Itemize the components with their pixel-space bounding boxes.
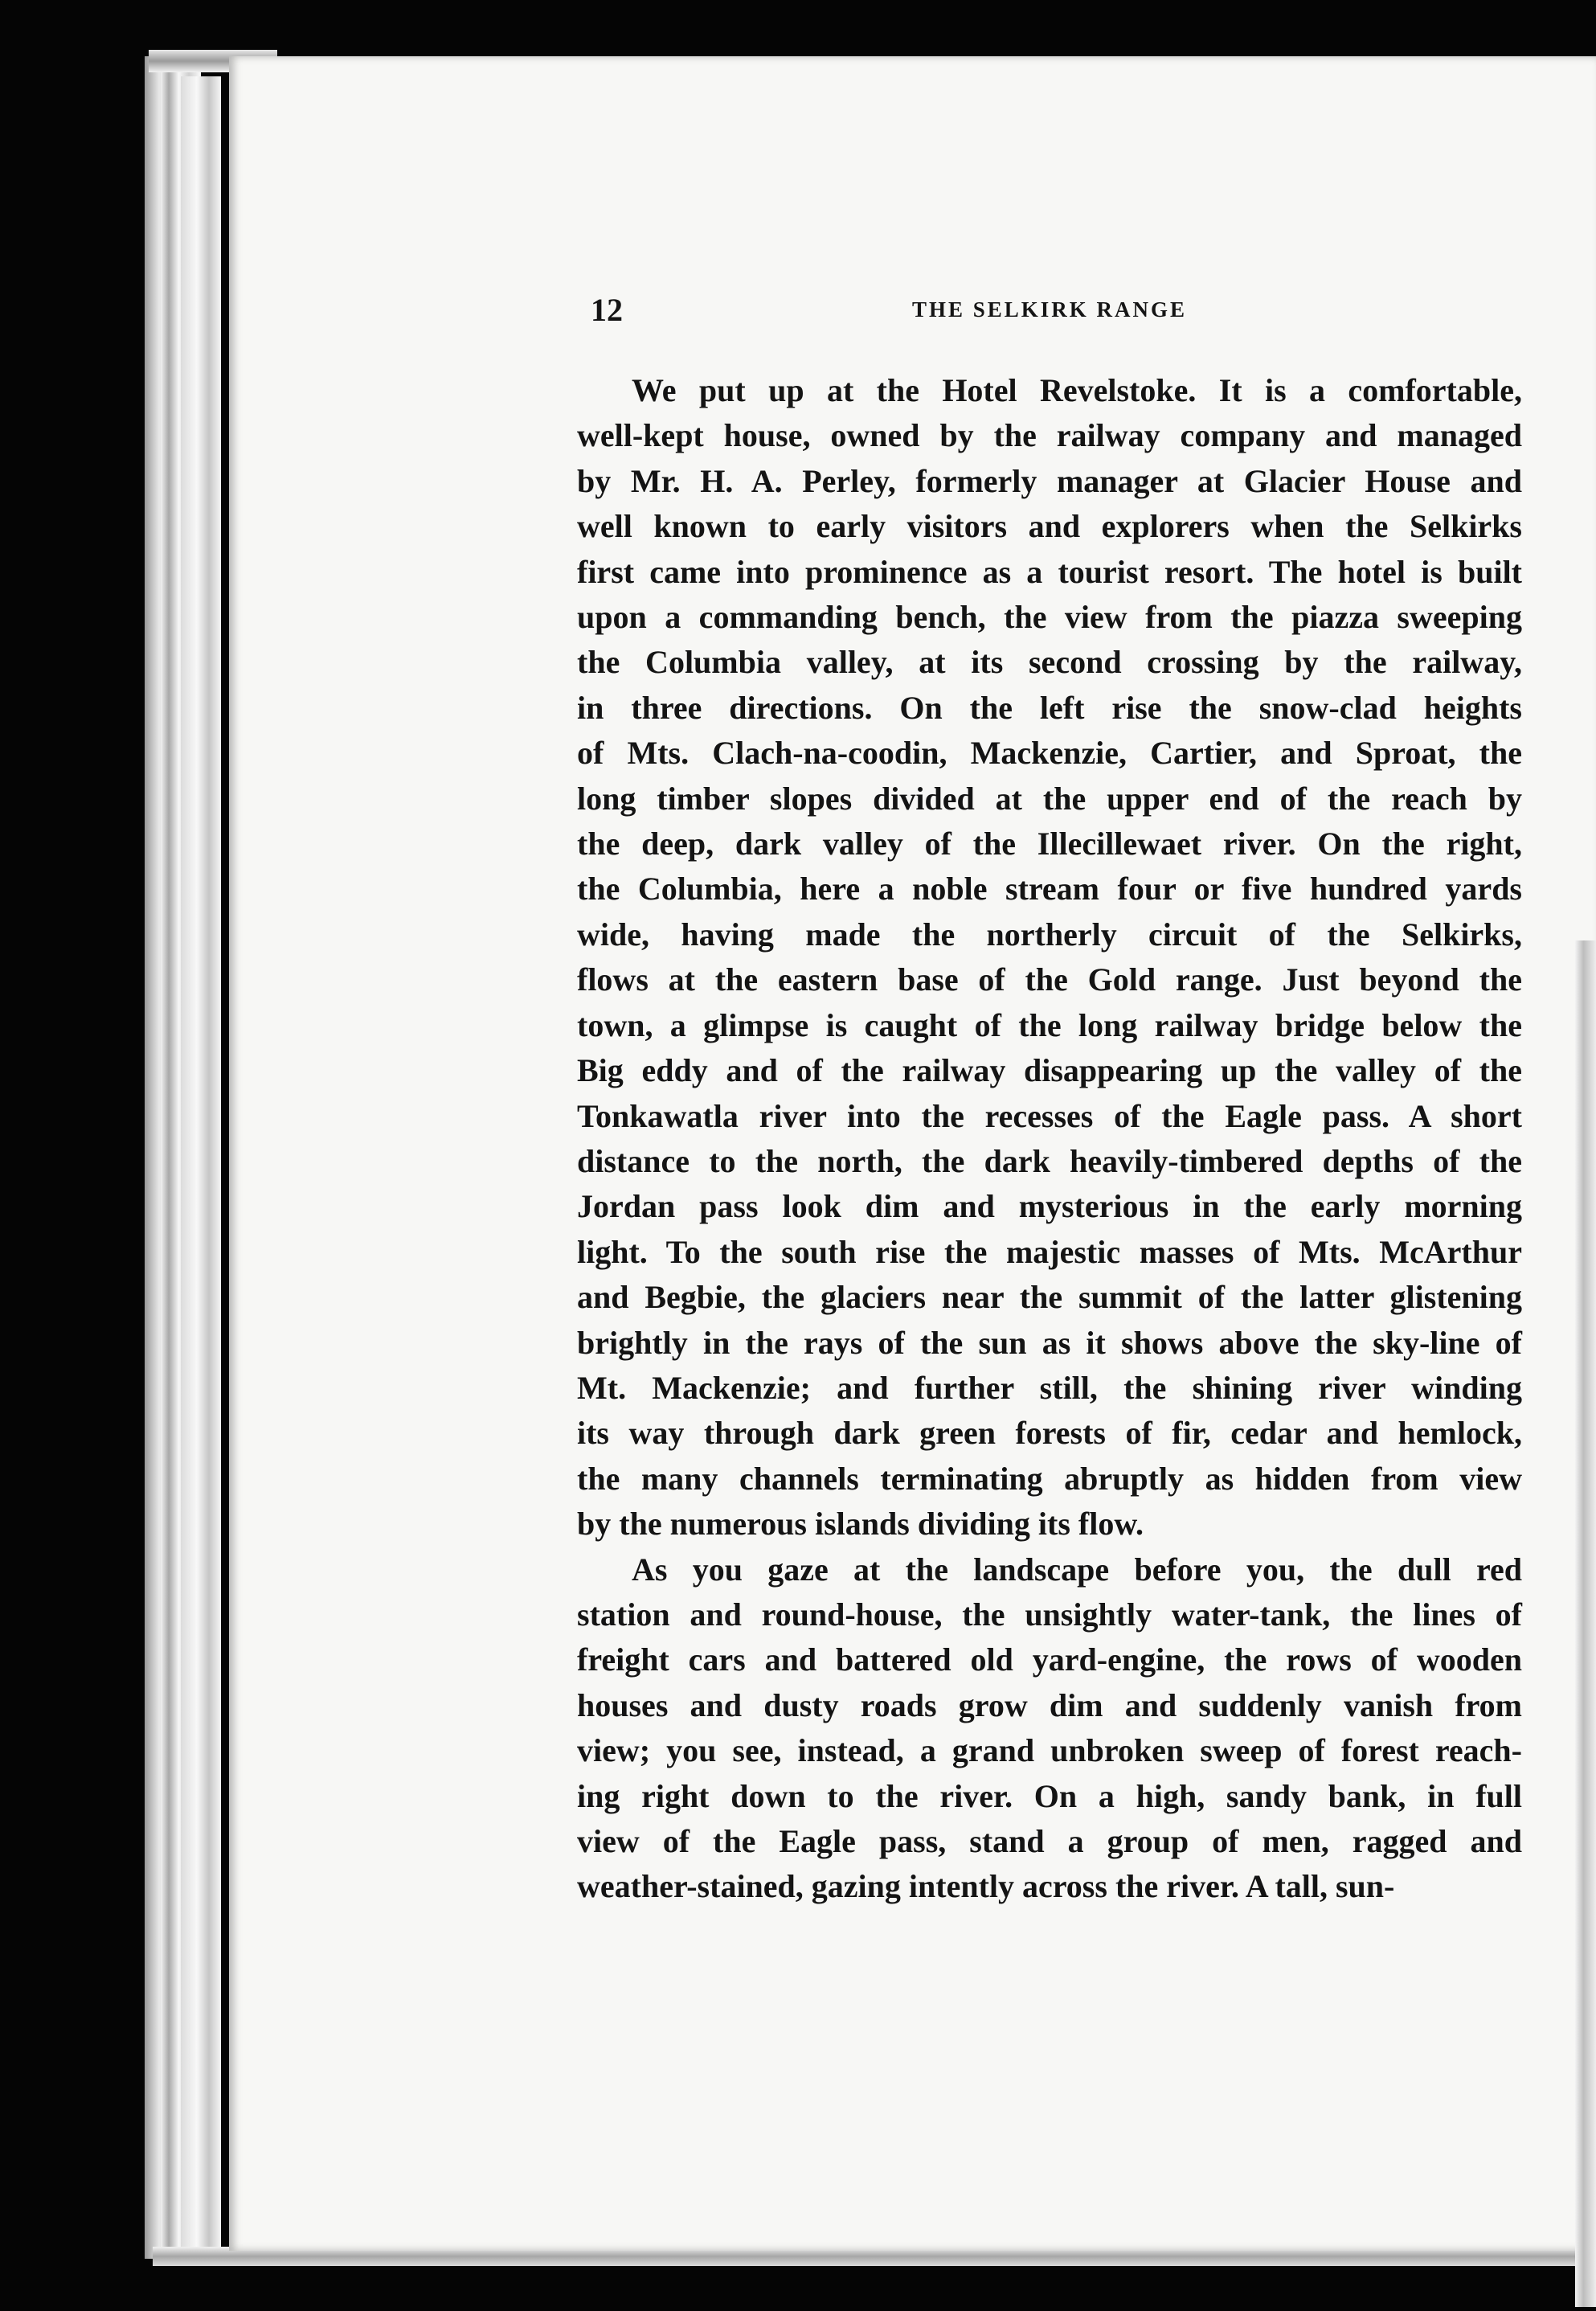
text-line: by Mr. H. A. Perley, formerly manager at Glacier House and — [577, 462, 1522, 499]
text-line: long timber slopes divided at the upper end of the reach by — [577, 780, 1522, 817]
text-line: As you gaze at the landscape before you, the dull red — [632, 1551, 1522, 1588]
text-line: wide, having made the northerly circuit of the Selkirks, — [577, 916, 1522, 953]
text-line: by the numerous islands dividing its flow. — [577, 1506, 1144, 1543]
text-line: houses and dusty roads grow dim and suddenly vanish from — [577, 1686, 1522, 1723]
text-line: town, a glimpse is caught of the long railway bridge below the — [577, 1006, 1522, 1043]
text-line: station and round-house, the unsightly water-tank, the lines of — [577, 1596, 1522, 1633]
text-line: well-kept house, owned by the railway company and managed — [577, 417, 1522, 454]
text-line: Big eddy and of the railway disappearing up the valley of the — [577, 1052, 1522, 1089]
running-head: THE SELKIRK RANGE — [912, 297, 1188, 322]
text-line: the Columbia, here a noble stream four or five hundred yards — [577, 871, 1522, 908]
text-line: Jordan pass look dim and mysterious in the early morning — [577, 1188, 1522, 1225]
body-text — [577, 368, 1522, 1910]
text-line: ing right down to the river. On a high, sandy bank, in full — [577, 1777, 1522, 1814]
text-line: its way through dark green forests of fir, cedar and hemlock, — [577, 1415, 1522, 1452]
text-line: flows at the eastern base of the Gold range. Just beyond the — [577, 961, 1522, 998]
text-line: upon a commanding bench, the view from the piazza sweeping — [577, 599, 1522, 636]
page-edge-right — [1575, 940, 1596, 2307]
text-line: Mt. Mackenzie; and further still, the shining river winding — [577, 1369, 1522, 1406]
text-line: and Begbie, the glaciers near the summit of the latter glistening — [577, 1279, 1522, 1316]
page-header — [591, 291, 1217, 339]
text-line: first came into prominence as a tourist resort. The hotel is built — [577, 553, 1522, 590]
text-line: view of the Eagle pass, stand a group of men, ragged and — [577, 1823, 1522, 1859]
text-line: Tonkawatla river into the recesses of the Eagle pass. A short — [577, 1097, 1522, 1134]
page-edge-stack — [181, 76, 221, 2255]
paragraph — [577, 1547, 1522, 1910]
text-line: freight cars and battered old yard-engine, the rows of wooden — [577, 1641, 1522, 1678]
text-line: distance to the north, the dark heavily-timbered depths of the — [577, 1142, 1522, 1179]
text-line: the deep, dark valley of the Illecillewaet river. On the right, — [577, 826, 1522, 863]
text-line: the many channels terminating abruptly as hidden from view — [577, 1460, 1522, 1497]
text-line: brightly in the rays of the sun as it shows above the sky-line of — [577, 1324, 1522, 1361]
paragraph — [577, 368, 1522, 1547]
text-line: We put up at the Hotel Revelstoke. It is a comfortable, — [632, 372, 1522, 408]
text-line: view; you see, instead, a grand unbroken sweep of forest reach- — [577, 1732, 1522, 1769]
text-line: in three directions. On the left rise the snow-clad heights — [577, 689, 1522, 726]
page-number: 12 — [591, 292, 623, 328]
text-line: the Columbia valley, at its second crossing by the railway, — [577, 644, 1522, 681]
text-line: well known to early visitors and explorers when the Selkirks — [577, 508, 1522, 545]
text-line: light. To the south rise the majestic masses of Mts. McArthur — [577, 1233, 1522, 1270]
text-line: weather-stained, gazing intently across the river. A tall, sun- — [577, 1868, 1395, 1905]
text-line: of Mts. Clach-na-coodin, Mackenzie, Cartier, and Sproat, the — [577, 735, 1522, 772]
